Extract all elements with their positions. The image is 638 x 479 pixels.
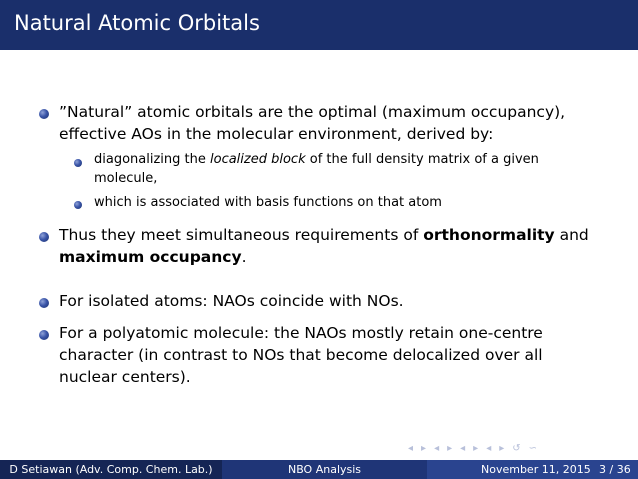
bullet-3-line-1: For isolated atoms: NAOs coincide with NOs. [59, 292, 404, 310]
nav-next-document-icon[interactable]: ▸ [499, 443, 505, 454]
footer-short-title: NBO Analysis [222, 460, 427, 479]
bullet-4-line-1: For a polyatomic molecule: the NAOs mostly retain one-centre [59, 324, 543, 342]
footer-page-number: 3 / 36 [599, 463, 631, 476]
footer [0, 460, 638, 479]
nav-prev-document-icon[interactable]: ◂ [486, 443, 492, 454]
bullet-4-line-2: character (in contrast to NOs that become delocalized over all [59, 346, 543, 364]
sub-bullet-1-line-1: diagonalizing the localized block of the full density matrix of a given [94, 152, 539, 167]
nav-prev-subsection-icon[interactable]: ◂ [434, 443, 440, 454]
beamer-navigation [408, 443, 537, 454]
sub-bullet-icon [74, 159, 82, 167]
nav-back-icon[interactable]: ↺ [512, 443, 521, 454]
nav-prev-section-icon[interactable]: ◂ [460, 443, 466, 454]
bullet-icon [39, 298, 49, 308]
italic-localized-block: localized block [210, 152, 306, 167]
footer-right-section [427, 460, 638, 479]
bullet-2-line-2: maximum occupancy. [59, 248, 247, 266]
bullet-icon [39, 109, 49, 119]
footer-date: November 11, 2015 [481, 463, 591, 476]
bold-orthonormality: orthonormality [423, 226, 555, 244]
nav-prev-frame-icon[interactable]: ◂ [408, 443, 414, 454]
nav-next-subsection-icon[interactable]: ▸ [447, 443, 453, 454]
bullet-1-line-1: ”Natural” atomic orbitals are the optimal (maximum occupancy), [59, 103, 566, 121]
sub-bullet-2-line-1: which is associated with basis functions on that atom [94, 195, 442, 210]
nav-search-icon[interactable]: ∽ [528, 443, 538, 454]
bullet-2-line-1: Thus they meet simultaneous requirements of orthonormality and [59, 226, 589, 244]
footer-author: D Setiawan (Adv. Comp. Chem. Lab.) [0, 460, 222, 479]
nav-next-frame-icon[interactable]: ▸ [421, 443, 427, 454]
nav-next-section-icon[interactable]: ▸ [473, 443, 479, 454]
bullet-icon [39, 232, 49, 242]
slide-title: Natural Atomic Orbitals [14, 11, 260, 35]
bullet-icon [39, 330, 49, 340]
sub-bullet-1-line-2: molecule, [94, 171, 158, 186]
sub-bullet-icon [74, 201, 82, 209]
bold-maximum-occupancy: maximum occupancy [59, 248, 242, 266]
bullet-1-line-2: effective AOs in the molecular environment, derived by: [59, 125, 494, 143]
title-bar [0, 0, 638, 50]
bullet-4-line-3: nuclear centers). [59, 368, 191, 386]
